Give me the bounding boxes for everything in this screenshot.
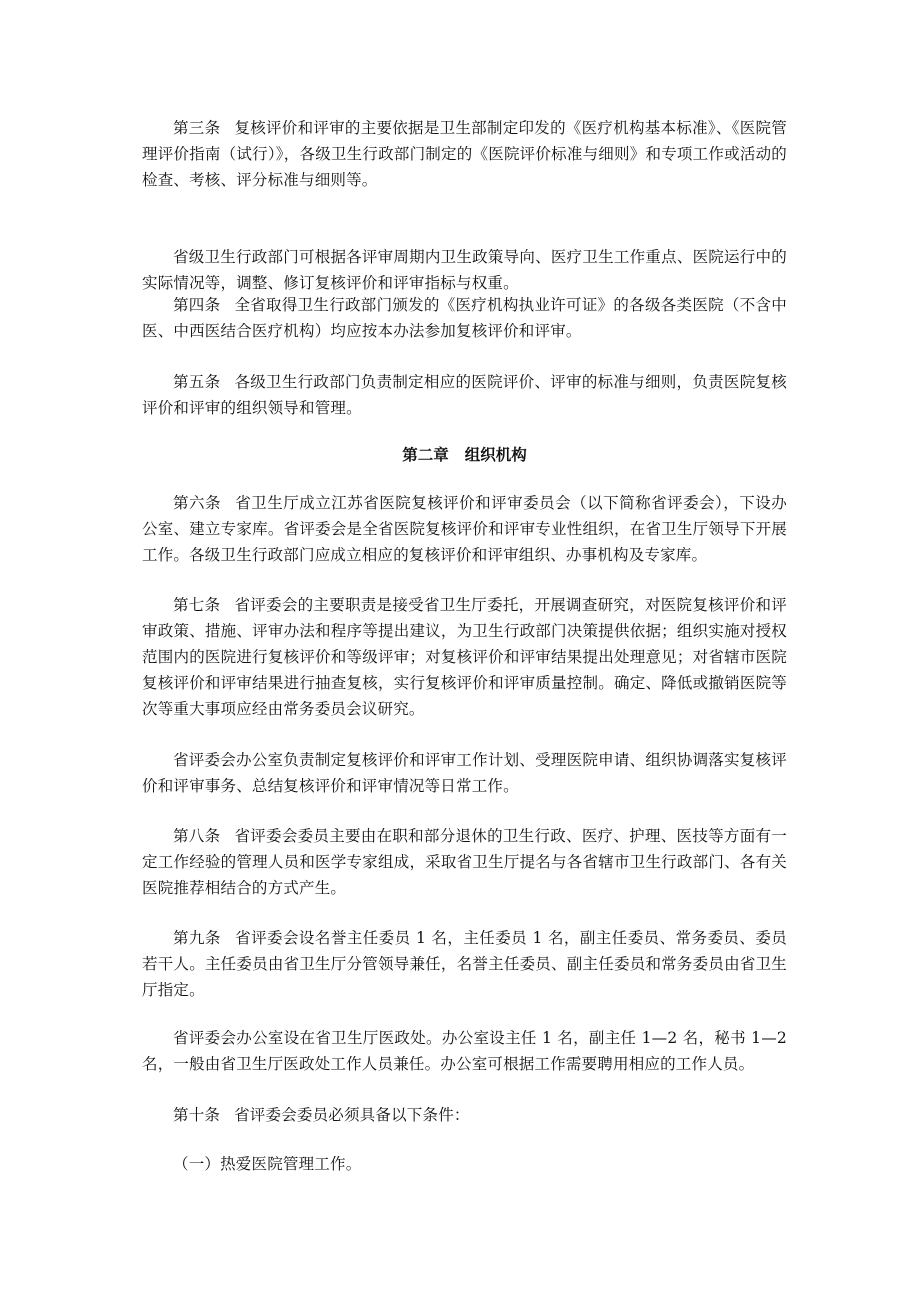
article-3	[142, 115, 787, 193]
article-8	[142, 823, 787, 901]
article-label: 第八条	[173, 827, 221, 845]
article-10-item-1	[142, 1151, 787, 1177]
list-item-text: （一）热爱医院管理工作。	[173, 1155, 362, 1173]
article-label: 第四条	[173, 296, 221, 314]
chapter-number: 第二章	[402, 445, 449, 464]
chapter-title: 组织机构	[464, 445, 527, 464]
article-9	[142, 925, 787, 1003]
article-label: 第三条	[173, 119, 221, 137]
article-10	[142, 1102, 787, 1128]
article-text: 省评委会设名誉主任委员 1 名，主任委员 1 名，副主任委员、常务委员、委员若干人。主任委员由省卫生厅分管领导兼任，名誉主任委员、副主任委员和常务委员由省卫生厅指定。	[142, 929, 787, 999]
article-text: 省卫生厅成立江苏省医院复核评价和评审委员会（以下简称省评委会），下设办公室、建立专家库。省评委会是全省医院复核评价和评审专业性组织，在省卫生厅领导下开展工作。各级卫生行政部门应成立相应的复核评价和评审组织、办事机构及专家库。	[142, 494, 787, 564]
paragraph-text: 省评委会办公室设在省卫生厅医政处。办公室设主任 1 名，副主任 1—2 名，秘书 1—2 名，一般由省卫生厅医政处工作人员兼任。办公室可根据工作需要聘用相应的工作人员。	[142, 1029, 787, 1073]
article-text: 复核评价和评审的主要依据是卫生部制定印发的《医疗机构基本标准》、《医院管理评价指南（试行）》，各级卫生行政部门制定的《医院评价标准与细则》和专项工作或活动的检查、考核、评分标准与细则等。	[142, 119, 788, 189]
article-text: 全省取得卫生行政部门颁发的《医疗机构执业许可证》的各级各类医院（不含中医、中西医结合医疗机构）均应按本办法参加复核评价和评审。	[142, 296, 787, 340]
article-text: 省评委会委员必须具备以下条件：	[234, 1106, 470, 1124]
chapter-heading	[142, 442, 787, 468]
article-label: 第九条	[173, 929, 221, 947]
article-7	[142, 592, 787, 722]
paragraph-text: 省级卫生行政部门可根据各评审周期内卫生政策导向、医疗卫生工作重点、医院运行中的实际情况等，调整、修订复核评价和评审指标与权重。	[142, 248, 787, 292]
article-5	[142, 369, 787, 421]
paragraph-text: 省评委会办公室负责制定复核评价和评审工作计划、受理医院申请、组织协调落实复核评价和评审事务、总结复核评价和评审情况等日常工作。	[142, 751, 787, 795]
article-6	[142, 490, 787, 568]
article-9-paragraph-2	[142, 1025, 787, 1077]
article-text: 省评委会的主要职责是接受省卫生厅委托，开展调查研究，对医院复核评价和评审政策、措施、评审办法和程序等提出建议，为卫生行政部门决策提供依据；组织实施对授权范围内的医院进行复核评价和等级评审；对复核评价和评审结果提出处理意见；对省辖市医院复核评价和评审结果进行抽查复核，实行复核评价和评审质量控制。确定、降低或撤销医院等次等重大事项应经由常务委员会议研究。	[142, 596, 787, 718]
article-4	[142, 292, 787, 344]
article-text: 省评委会委员主要由在职和部分退休的卫生行政、医疗、护理、医技等方面有一定工作经验的管理人员和医学专家组成，采取省卫生厅提名与各省辖市卫生行政部门、各有关医院推荐相结合的方式产生。	[142, 827, 787, 897]
article-text: 各级卫生行政部门负责制定相应的医院评价、评审的标准与细则，负责医院复核评价和评审的组织领导和管理。	[142, 373, 787, 417]
article-label: 第十条	[173, 1106, 221, 1124]
article-label: 第六条	[173, 494, 221, 512]
article-3-paragraph-2	[142, 244, 787, 296]
article-label: 第七条	[173, 596, 221, 614]
article-label: 第五条	[173, 373, 221, 391]
article-7-paragraph-2	[142, 747, 787, 799]
